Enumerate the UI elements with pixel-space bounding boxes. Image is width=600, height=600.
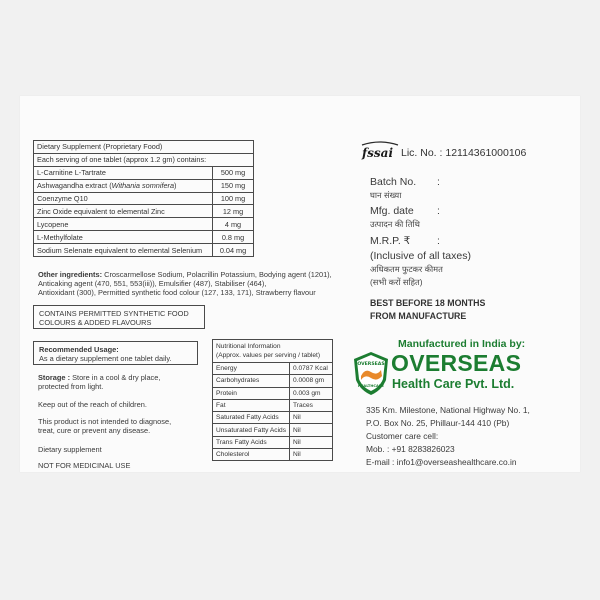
ingredient-value: 150 mg — [213, 179, 254, 192]
usage-text: As a dietary supplement one tablet daily. — [39, 354, 172, 363]
table-row — [213, 424, 333, 436]
table-row — [213, 399, 333, 411]
ingredient-name: L-Methylfolate — [34, 231, 213, 244]
nutrient-name: Unsaturated Fatty Acids — [213, 424, 290, 436]
supplement-composition-table — [33, 140, 254, 257]
nutrient-name: Trans Fatty Acids — [213, 436, 290, 448]
best-before — [370, 297, 485, 323]
company-address — [366, 404, 530, 469]
other-ingredients-label: Other ingredients: — [38, 270, 103, 279]
colours-warning-line: COLOURS & ADDED FLAVOURS — [39, 318, 152, 327]
nutrient-value: Nil — [290, 449, 333, 461]
serving-text: Each serving of one tablet (approx 1.2 gm) contains: — [34, 153, 254, 166]
address-line: 335 Km. Milestone, National Highway No. 1, — [366, 405, 530, 415]
mrp-hindi-taxes: (सभी करों सहित) — [370, 277, 423, 287]
ingredient-name: Lycopene — [34, 218, 213, 231]
table-row — [213, 412, 333, 424]
nutrient-name: Energy — [213, 363, 290, 375]
ingredient-name: Sodium Selenate equivalent to elemental Selenium — [34, 244, 213, 257]
ingredient-name: L-Carnitine L-Tartrate — [34, 166, 213, 179]
nutrition-subtitle: (Approx. values per serving / tablet) — [216, 352, 321, 359]
nutrient-value: 0.0008 gm — [290, 375, 333, 387]
nutrient-name: Saturated Fatty Acids — [213, 412, 290, 424]
mfg-hindi: उत्पादन की तिथि — [370, 219, 420, 229]
batch-hindi: घान संख्या — [370, 190, 402, 200]
storage-info — [38, 373, 208, 391]
recommended-usage-box — [33, 341, 198, 365]
company-subname: Health Care Pvt. Ltd. — [392, 377, 515, 391]
ingredient-name: Ashwagandha extract (Withania somnifera) — [34, 179, 213, 192]
table-row — [34, 192, 254, 205]
dietary-supplement-text: Dietary supplement — [38, 445, 102, 454]
mobile-number: Mob. : +91 8283826023 — [366, 444, 455, 454]
ingredient-value: 4 mg — [213, 218, 254, 231]
disclaimer-line: treat, cure or prevent any disease. — [38, 426, 151, 435]
disclaimer-line: This product is not intended to diagnose, — [38, 417, 172, 426]
table-row — [34, 205, 254, 218]
table-row — [213, 363, 333, 375]
mrp-inclusive: (Inclusive of all taxes) — [370, 250, 471, 262]
storage-text: protected from light. — [38, 382, 104, 391]
ingredient-value: 0.8 mg — [213, 231, 254, 244]
mfg-label: Mfg. date — [370, 205, 414, 217]
table-row — [213, 449, 333, 461]
usage-title: Recommended Usage: — [39, 345, 119, 354]
table-row — [34, 218, 254, 231]
batch-label: Batch No. — [370, 176, 417, 188]
license-number — [401, 147, 526, 159]
overseas-logo-icon — [352, 350, 390, 396]
nutrition-table — [212, 339, 333, 461]
nutrient-value: 0.003 gm — [290, 387, 333, 399]
ingredient-name: Zinc Oxide equivalent to elemental Zinc — [34, 205, 213, 218]
ingredient-value: 500 mg — [213, 166, 254, 179]
nutrient-value: Nil — [290, 424, 333, 436]
ingredient-value: 0.04 mg — [213, 244, 254, 257]
license-value: 12114361000106 — [445, 147, 527, 159]
ingredient-value: 12 mg — [213, 205, 254, 218]
nutrition-header — [213, 340, 333, 363]
other-ingredients-line: Anticaking agent (470, 551, 553(iii)), Emulsifier (487), Stabiliser (464), — [38, 279, 267, 288]
svg-text:OVERSEAS: OVERSEAS — [357, 362, 385, 367]
children-warning: Keep out of the reach of children. — [38, 400, 147, 409]
address-line: P.O. Box No. 25, Phillaur-144 410 (Pb) — [366, 418, 510, 428]
svg-text:HEALTHCARE: HEALTHCARE — [357, 384, 385, 388]
mrp-hindi: अधिकतम फुटकर कीमत — [370, 264, 443, 274]
ingredient-name: Coenzyme Q10 — [34, 192, 213, 205]
nutrition-title: Nutritional Information — [216, 343, 281, 350]
mrp-colon: : — [437, 235, 440, 247]
mfg-colon: : — [437, 205, 440, 217]
customer-care-label: Customer care cell: — [366, 431, 439, 441]
nutrient-name: Carbohydrates — [213, 375, 290, 387]
nutrient-value: Nil — [290, 412, 333, 424]
table-row — [34, 166, 254, 179]
nutrient-value: Traces — [290, 399, 333, 411]
email-address: E-mail : info1@overseashealthcare.co.in — [366, 457, 517, 467]
batch-colon: : — [437, 176, 440, 188]
not-medicinal-use: NOT FOR MEDICINAL USE — [38, 461, 131, 470]
table-row — [213, 436, 333, 448]
colours-warning-line: CONTAINS PERMITTED SYNTHETIC FOOD — [39, 309, 189, 318]
storage-text: Store in a cool & dry place, — [72, 373, 161, 382]
table-row — [213, 387, 333, 399]
table-row — [34, 244, 254, 257]
company-name: OVERSEAS — [391, 350, 522, 376]
nutrient-name: Fat — [213, 399, 290, 411]
disclaimer — [38, 417, 171, 435]
other-ingredients — [38, 270, 338, 297]
table-row — [34, 179, 254, 192]
svg-text:fssai: fssai — [362, 146, 394, 160]
ingredient-value: 100 mg — [213, 192, 254, 205]
other-ingredients-line: Croscarmellose Sodium, Polacrillin Potassium, Bodying agent (1201), — [104, 270, 332, 279]
table-row — [34, 231, 254, 244]
other-ingredients-line: Antioxidant (300), Permitted synthetic food colour (127, 133, 171), Strawberry flavour — [38, 288, 316, 297]
mrp-label: M.R.P. ₹ — [370, 235, 411, 247]
nutrient-name: Cholesterol — [213, 449, 290, 461]
nutrient-value: 0.0787 Kcal — [290, 363, 333, 375]
nutrient-name: Protein — [213, 387, 290, 399]
best-before-line: FROM MANUFACTURE — [370, 311, 467, 321]
storage-label: Storage : — [38, 373, 71, 382]
license-label: Lic. No. : — [401, 147, 443, 159]
nutrient-value: Nil — [290, 436, 333, 448]
manufactured-in-india: Manufactured in India by: — [398, 338, 526, 350]
colours-warning-box — [33, 305, 205, 329]
fssai-logo-icon — [360, 141, 400, 161]
table-row — [213, 375, 333, 387]
best-before-line: BEST BEFORE 18 MONTHS — [370, 298, 486, 308]
supplement-title: Dietary Supplement (Proprietary Food) — [34, 141, 254, 154]
